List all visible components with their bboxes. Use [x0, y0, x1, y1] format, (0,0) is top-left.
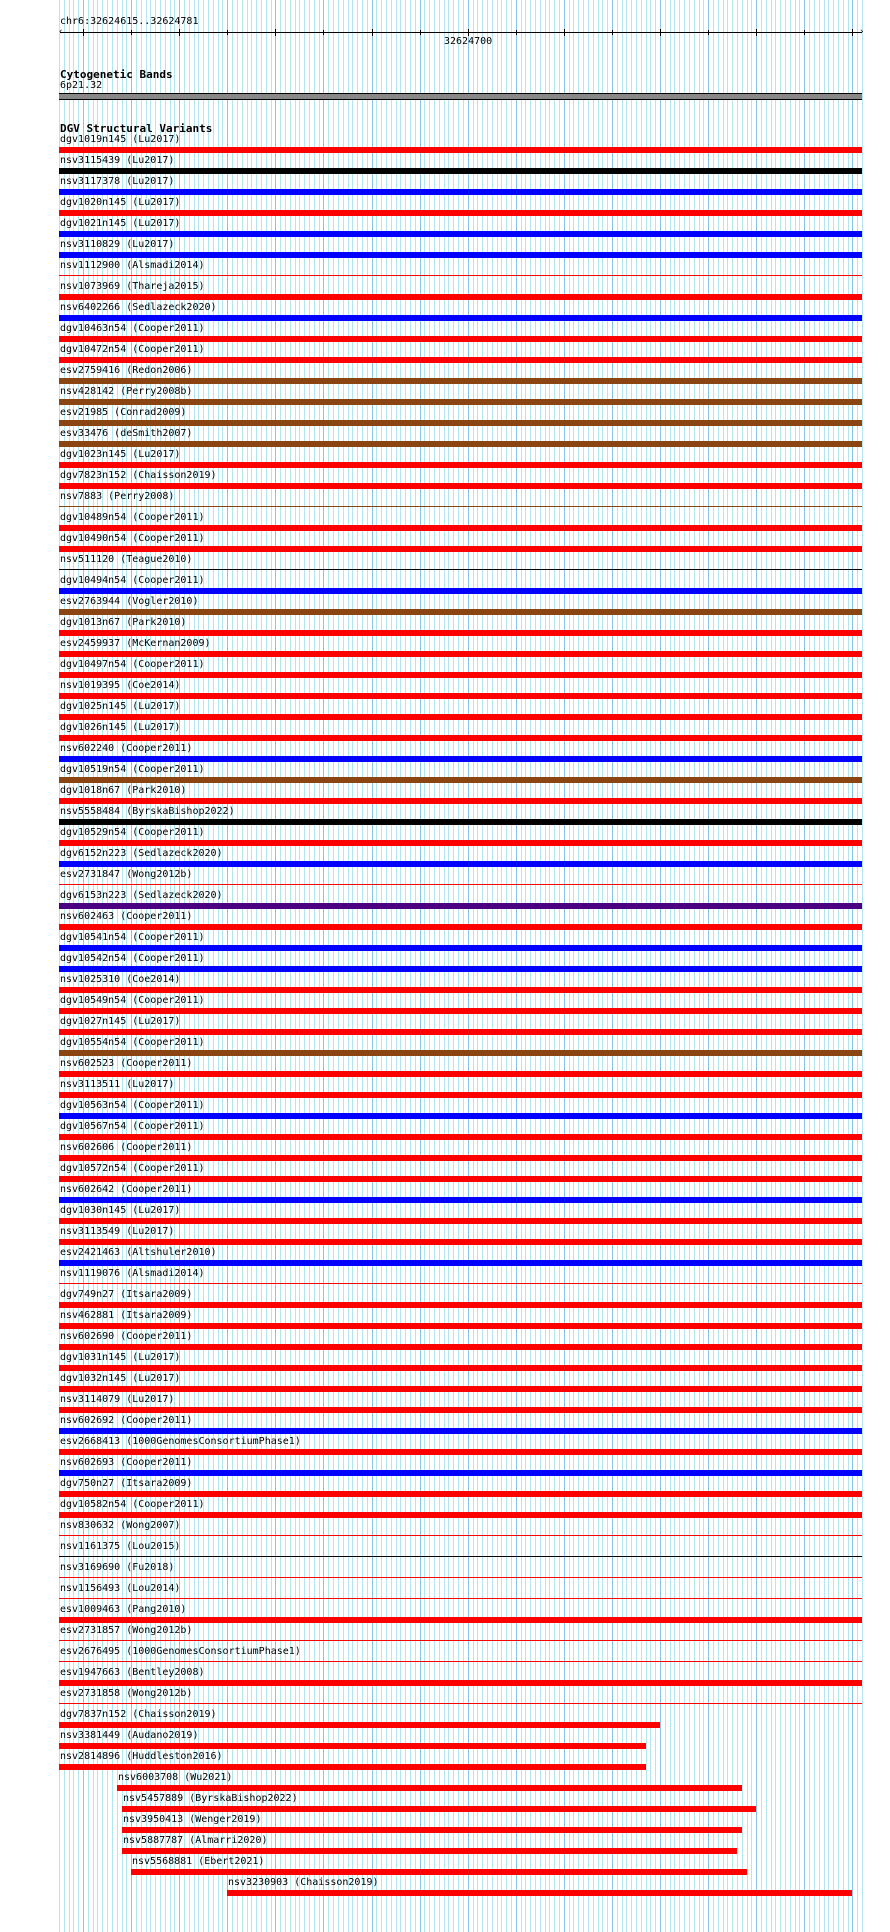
ruler-tick — [420, 30, 421, 35]
sv-feature-label[interactable]: dgv10567n54 (Cooper2011) — [60, 1121, 205, 1132]
sv-feature-label[interactable]: dgv1030n145 (Lu2017) — [60, 1205, 181, 1216]
sv-feature-bar[interactable] — [59, 357, 862, 363]
sv-feature-bar[interactable] — [59, 462, 862, 468]
sv-feature-bar[interactable] — [59, 1743, 646, 1749]
sv-feature-label[interactable]: nsv3115439 (Lu2017) — [60, 155, 175, 166]
sv-feature-label[interactable]: dgv1031n145 (Lu2017) — [60, 1352, 181, 1363]
sv-feature-label[interactable]: nsv511120 (Teague2010) — [60, 554, 193, 565]
sv-feature-bar[interactable] — [59, 546, 862, 552]
ruler-tick — [612, 30, 613, 35]
sv-feature-label[interactable]: dgv10549n54 (Cooper2011) — [60, 995, 205, 1006]
sv-feature-bar[interactable] — [59, 525, 862, 531]
sv-feature-label[interactable]: dgv6153n223 (Sedlazeck2020) — [60, 890, 223, 901]
sv-feature-bar[interactable] — [59, 987, 862, 993]
sv-feature-bar[interactable] — [59, 798, 862, 804]
ruler-tick — [131, 30, 132, 35]
sv-feature-label[interactable]: nsv602606 (Cooper2011) — [60, 1142, 193, 1153]
sv-feature-bar[interactable] — [59, 651, 862, 657]
sv-feature-label[interactable]: nsv7883 (Perry2008) — [60, 491, 175, 502]
sv-feature-label[interactable]: dgv7837n152 (Chaisson2019) — [60, 1709, 217, 1720]
sv-feature-bar[interactable] — [59, 1491, 862, 1497]
cytoband-track-title[interactable]: Cytogenetic Bands — [60, 68, 173, 81]
sv-feature-label[interactable]: nsv3114079 (Lu2017) — [60, 1394, 175, 1405]
cytoband-bar[interactable] — [59, 93, 862, 100]
sv-feature-bar[interactable] — [122, 1827, 742, 1833]
sv-feature-bar[interactable] — [59, 1283, 862, 1284]
sv-feature-label[interactable]: dgv10472n54 (Cooper2011) — [60, 344, 205, 355]
sv-feature-bar[interactable] — [59, 945, 862, 951]
sv-feature-label[interactable]: nsv3169690 (Fu2018) — [60, 1562, 175, 1573]
sv-feature-bar[interactable] — [59, 1134, 862, 1140]
sv-feature-bar[interactable] — [59, 1008, 862, 1014]
sv-feature-label[interactable]: esv2763944 (Vogler2010) — [60, 596, 199, 607]
sv-feature-bar[interactable] — [59, 1050, 862, 1056]
sv-feature-bar[interactable] — [59, 210, 862, 216]
sv-feature-bar[interactable] — [131, 1869, 747, 1875]
ruler-tick — [708, 30, 709, 35]
sv-feature-label[interactable]: dgv10489n54 (Cooper2011) — [60, 512, 205, 523]
sv-feature-label[interactable]: dgv1020n145 (Lu2017) — [60, 197, 181, 208]
sv-feature-label[interactable]: nsv3117378 (Lu2017) — [60, 176, 175, 187]
sv-feature-label[interactable]: nsv1019395 (Coe2014) — [60, 680, 181, 691]
sv-feature-label[interactable]: nsv3110829 (Lu2017) — [60, 239, 175, 250]
sv-feature-bar[interactable] — [59, 1764, 646, 1770]
sv-feature-label[interactable]: nsv1025310 (Coe2014) — [60, 974, 181, 985]
sv-feature-label[interactable]: dgv1019n145 (Lu2017) — [60, 134, 181, 145]
ruler-tick — [323, 30, 324, 35]
sv-feature-bar[interactable] — [117, 1785, 742, 1791]
sv-feature-bar[interactable] — [122, 1806, 756, 1812]
sv-feature-label[interactable]: esv2731857 (Wong2012b) — [60, 1625, 193, 1636]
sv-feature-label[interactable]: dgv1026n145 (Lu2017) — [60, 722, 181, 733]
sv-feature-label[interactable]: esv2731847 (Wong2012b) — [60, 869, 193, 880]
sv-feature-label[interactable]: nsv3381449 (Audano2019) — [60, 1730, 199, 1741]
sv-feature-bar[interactable] — [59, 672, 862, 678]
sv-feature-bar[interactable] — [59, 275, 862, 276]
sv-feature-label[interactable]: nsv602642 (Cooper2011) — [60, 1184, 193, 1195]
sv-feature-bar[interactable] — [59, 336, 862, 342]
sv-feature-bar[interactable] — [59, 1029, 862, 1035]
ruler-tick — [179, 29, 180, 36]
sv-feature-label[interactable]: nsv602692 (Cooper2011) — [60, 1415, 193, 1426]
sv-feature-label[interactable]: dgv10497n54 (Cooper2011) — [60, 659, 205, 670]
sv-feature-label[interactable]: nsv602463 (Cooper2011) — [60, 911, 193, 922]
sv-feature-label[interactable]: nsv3950413 (Wenger2019) — [123, 1814, 262, 1825]
ruler-tick — [564, 29, 565, 36]
sv-feature-bar[interactable] — [59, 147, 862, 153]
sv-feature-bar[interactable] — [59, 1386, 862, 1392]
ruler-tick — [804, 30, 805, 35]
sv-feature-bar[interactable] — [59, 1617, 862, 1623]
sv-feature-label[interactable]: nsv602523 (Cooper2011) — [60, 1058, 193, 1069]
sv-feature-label[interactable]: nsv3230903 (Chaisson2019) — [228, 1877, 379, 1888]
sv-feature-label[interactable]: nsv5558484 (ByrskaBishop2022) — [60, 806, 235, 817]
sv-feature-label[interactable]: nsv830632 (Wong2007) — [60, 1520, 181, 1531]
sv-feature-bar[interactable] — [59, 315, 862, 321]
sv-feature-bar[interactable] — [59, 1407, 862, 1413]
sv-feature-bar[interactable] — [59, 924, 862, 930]
sv-feature-bar[interactable] — [59, 1640, 862, 1641]
sv-feature-bar[interactable] — [59, 441, 862, 447]
sv-feature-bar[interactable] — [59, 1449, 862, 1455]
sv-feature-bar[interactable] — [59, 588, 862, 594]
ruler-tick — [756, 29, 757, 36]
sv-feature-label[interactable]: nsv602690 (Cooper2011) — [60, 1331, 193, 1342]
sv-feature-label[interactable]: dgv1023n145 (Lu2017) — [60, 449, 181, 460]
sv-feature-bar[interactable] — [59, 840, 862, 846]
sv-feature-label[interactable]: esv2668413 (1000GenomesConsortiumPhase1) — [60, 1436, 301, 1447]
sv-feature-bar[interactable] — [59, 1344, 862, 1350]
ruler-line — [60, 32, 862, 33]
ruler-tick — [227, 30, 228, 35]
sv-feature-label[interactable]: dgv749n27 (Itsara2009) — [60, 1289, 193, 1300]
sv-feature-label[interactable]: nsv1073969 (Thareja2015) — [60, 281, 205, 292]
sv-feature-bar[interactable] — [59, 1260, 862, 1266]
sv-feature-bar[interactable] — [59, 693, 862, 699]
major-tick-label: 32624700 — [444, 36, 493, 47]
sv-feature-label[interactable]: dgv1032n145 (Lu2017) — [60, 1373, 181, 1384]
sv-feature-bar[interactable] — [59, 231, 862, 237]
sv-feature-label[interactable]: dgv10490n54 (Cooper2011) — [60, 533, 205, 544]
sv-feature-bar[interactable] — [59, 1302, 862, 1308]
sv-feature-bar[interactable] — [59, 1155, 862, 1161]
sv-feature-label[interactable]: dgv10572n54 (Cooper2011) — [60, 1163, 205, 1174]
sv-feature-label[interactable]: dgv10494n54 (Cooper2011) — [60, 575, 205, 586]
sv-feature-bar[interactable] — [59, 1535, 862, 1536]
sv-feature-bar[interactable] — [59, 1323, 862, 1329]
sv-feature-label[interactable]: nsv3113549 (Lu2017) — [60, 1226, 175, 1237]
sv-feature-bar[interactable] — [59, 1071, 862, 1077]
sv-feature-label[interactable]: nsv428142 (Perry2008b) — [60, 386, 193, 397]
sv-feature-label[interactable]: nsv462881 (Itsara2009) — [60, 1310, 193, 1321]
ruler-tick — [516, 30, 517, 35]
sv-feature-bar[interactable] — [59, 506, 862, 507]
sv-feature-label[interactable]: dgv10463n54 (Cooper2011) — [60, 323, 205, 334]
sv-feature-label[interactable]: nsv5457889 (ByrskaBishop2022) — [123, 1793, 298, 1804]
sv-feature-bar[interactable] — [59, 252, 862, 258]
sv-feature-label[interactable]: dgv10554n54 (Cooper2011) — [60, 1037, 205, 1048]
sv-feature-bar[interactable] — [59, 819, 862, 825]
ruler-tick — [83, 29, 84, 36]
sv-feature-bar[interactable] — [59, 1113, 862, 1119]
sv-feature-label[interactable]: dgv7823n152 (Chaisson2019) — [60, 470, 217, 481]
cytoband-label: 6p21.32 — [60, 80, 103, 91]
sv-feature-label[interactable]: esv2421463 (Altshuler2010) — [60, 1247, 217, 1258]
sv-feature-bar[interactable] — [59, 1512, 862, 1518]
sv-feature-bar[interactable] — [59, 294, 862, 300]
sv-feature-bar[interactable] — [59, 1218, 862, 1224]
sv-feature-bar[interactable] — [59, 1428, 862, 1434]
sv-feature-bar[interactable] — [59, 420, 862, 426]
ruler-tick — [852, 29, 853, 36]
sv-feature-bar[interactable] — [59, 1703, 862, 1704]
sv-feature-label[interactable]: nsv3113511 (Lu2017) — [60, 1079, 175, 1090]
sv-feature-bar[interactable] — [59, 777, 862, 783]
ruler-tick — [372, 29, 373, 36]
sv-feature-bar[interactable] — [59, 1577, 862, 1578]
sv-feature-label[interactable]: esv2676495 (1000GenomesConsortiumPhase1) — [60, 1646, 301, 1657]
sv-feature-bar[interactable] — [59, 569, 862, 570]
sv-feature-label[interactable]: dgv1013n67 (Park2010) — [60, 617, 187, 628]
sv-feature-bar[interactable] — [59, 735, 862, 741]
sv-feature-label[interactable]: nsv6402266 (Sedlazeck2020) — [60, 302, 217, 313]
sv-feature-bar[interactable] — [59, 168, 862, 174]
sv-feature-label[interactable]: esv33476 (deSmith2007) — [60, 428, 193, 439]
sv-feature-label[interactable]: nsv602693 (Cooper2011) — [60, 1457, 193, 1468]
sv-feature-label[interactable]: nsv6003708 (Wu2021) — [118, 1772, 233, 1783]
sv-track-title[interactable]: DGV Structural Variants — [60, 122, 213, 135]
sv-feature-bar[interactable] — [59, 378, 862, 384]
sv-feature-bar[interactable] — [59, 884, 862, 885]
sv-feature-bar[interactable] — [122, 1848, 737, 1854]
sv-feature-label[interactable]: esv1009463 (Pang2010) — [60, 1604, 187, 1615]
sv-feature-bar[interactable] — [59, 1556, 862, 1557]
sv-feature-bar[interactable] — [59, 189, 862, 195]
sv-feature-label[interactable]: esv1947663 (Bentley2008) — [60, 1667, 205, 1678]
sv-feature-bar[interactable] — [59, 903, 862, 909]
sv-feature-bar[interactable] — [59, 1176, 862, 1182]
sv-feature-bar[interactable] — [59, 714, 862, 720]
sv-feature-label[interactable]: nsv5887787 (Almarri2020) — [123, 1835, 268, 1846]
sv-feature-label[interactable]: nsv5568881 (Ebert2021) — [132, 1856, 265, 1867]
sv-feature-bar[interactable] — [59, 966, 862, 972]
sv-feature-label[interactable]: nsv1112900 (Alsmadi2014) — [60, 260, 205, 271]
sv-feature-label[interactable]: esv2459937 (McKernan2009) — [60, 638, 211, 649]
sv-feature-label[interactable]: nsv2814896 (Huddleston2016) — [60, 1751, 223, 1762]
sv-feature-label[interactable]: nsv1119076 (Alsmadi2014) — [60, 1268, 205, 1279]
sv-feature-bar[interactable] — [227, 1890, 852, 1896]
sv-feature-label[interactable]: dgv1027n145 (Lu2017) — [60, 1016, 181, 1027]
scroll-left-arrow-icon[interactable]: ‹ — [58, 27, 64, 37]
sv-feature-bar[interactable] — [59, 1365, 862, 1371]
sv-feature-label[interactable]: dgv10582n54 (Cooper2011) — [60, 1499, 205, 1510]
sv-feature-label[interactable]: esv2731858 (Wong2012b) — [60, 1688, 193, 1699]
sv-feature-bar[interactable] — [59, 756, 862, 762]
sv-feature-label[interactable]: esv21985 (Conrad2009) — [60, 407, 187, 418]
scroll-right-arrow-icon[interactable]: › — [859, 27, 865, 37]
sv-feature-bar[interactable] — [59, 399, 862, 405]
sv-feature-label[interactable]: dgv10541n54 (Cooper2011) — [60, 932, 205, 943]
sv-feature-bar[interactable] — [59, 609, 862, 615]
sv-feature-bar[interactable] — [59, 1661, 862, 1662]
location-label: chr6:32624615..32624781 — [60, 16, 199, 27]
sv-feature-bar[interactable] — [59, 1680, 862, 1686]
sv-feature-bar[interactable] — [59, 1197, 862, 1203]
sv-feature-label[interactable]: dgv750n27 (Itsara2009) — [60, 1478, 193, 1489]
sv-feature-bar[interactable] — [59, 1598, 862, 1599]
sv-feature-label[interactable]: dgv6152n223 (Sedlazeck2020) — [60, 848, 223, 859]
ruler-tick — [660, 29, 661, 36]
sv-feature-label[interactable]: dgv1018n67 (Park2010) — [60, 785, 187, 796]
sv-feature-label[interactable]: esv2759416 (Redon2006) — [60, 365, 193, 376]
sv-feature-label[interactable]: dgv1025n145 (Lu2017) — [60, 701, 181, 712]
sv-feature-bar[interactable] — [59, 861, 862, 867]
sv-feature-bar[interactable] — [59, 1092, 862, 1098]
sv-feature-label[interactable]: dgv10519n54 (Cooper2011) — [60, 764, 205, 775]
sv-feature-label[interactable]: dgv10563n54 (Cooper2011) — [60, 1100, 205, 1111]
ruler-tick — [468, 29, 469, 36]
sv-feature-label[interactable]: nsv602240 (Cooper2011) — [60, 743, 193, 754]
sv-feature-label[interactable]: dgv10529n54 (Cooper2011) — [60, 827, 205, 838]
grid-line — [862, 0, 863, 1932]
sv-feature-bar[interactable] — [59, 630, 862, 636]
sv-feature-bar[interactable] — [59, 483, 862, 489]
sv-feature-label[interactable]: nsv1161375 (Lou2015) — [60, 1541, 181, 1552]
sv-feature-bar[interactable] — [59, 1239, 862, 1245]
sv-feature-bar[interactable] — [59, 1722, 660, 1728]
sv-feature-label[interactable]: dgv1021n145 (Lu2017) — [60, 218, 181, 229]
sv-feature-bar[interactable] — [59, 1470, 862, 1476]
ruler-tick — [275, 29, 276, 36]
sv-feature-label[interactable]: dgv10542n54 (Cooper2011) — [60, 953, 205, 964]
sv-feature-label[interactable]: nsv1156493 (Lou2014) — [60, 1583, 181, 1594]
